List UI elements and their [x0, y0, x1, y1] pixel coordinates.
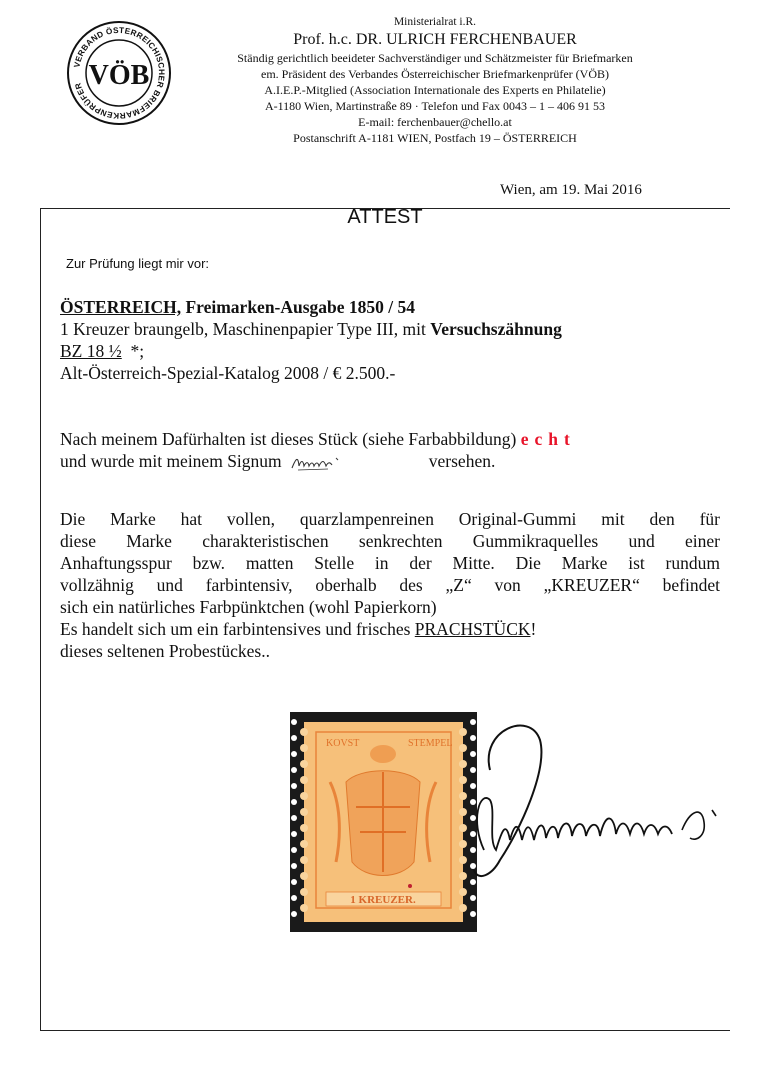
item-country: ÖSTERREICH,	[60, 297, 182, 317]
letterhead-name: Prof. h.c. DR. ULRICH FERCHENBAUER	[293, 31, 577, 48]
description-line: Die Marke hat vollen, quarzlampenreinen Original-Gummi mit den für	[60, 509, 720, 529]
letterhead-line: Ständig gerichtlich beeideter Sachverständiger und Schätzmeister für Briefmarken	[237, 51, 633, 65]
conclusion-emphasis: PRACHSTÜCK	[414, 619, 531, 639]
letterhead	[190, 14, 680, 146]
signum-mark-icon	[286, 452, 356, 474]
item-perforation: BZ 18 ½	[60, 341, 122, 361]
item-catalog: Alt-Österreich-Spezial-Katalog 2008 / € 2.500.-	[60, 363, 396, 383]
letterhead-line: em. Präsident des Verbandes Österreichischer Briefmarkenprüfer (VÖB)	[261, 67, 609, 81]
description-line: Anhaftungsspur bzw. matten Stelle in der Mitte. Die Marke ist rundum	[60, 553, 720, 573]
letterhead-line: A-1180 Wien, Martinstraße 89 · Telefon und Fax 0043 – 1 – 406 91 53	[264, 99, 606, 113]
item-issue: Freimarken-Ausgabe 1850 / 54	[185, 297, 416, 317]
condition-description	[60, 508, 720, 662]
letterhead-line: A.I.E.P.-Mitglied (Association Internationale des Experts en Philatelie)	[264, 83, 606, 97]
intro-text: Zur Prüfung liegt mir vor:	[66, 256, 210, 271]
description-line: vollzähnig und farbintensiv, oberhalb des „Z“ von „KREUZER“ befindet	[60, 575, 720, 595]
opinion-text-2: und wurde mit meinem Signum	[60, 451, 282, 471]
opinion-text-3: versehen.	[428, 451, 496, 471]
conclusion-last-line: dieses seltenen Probestückes..	[60, 641, 270, 661]
letterhead-rank: Ministerialrat i.R.	[393, 16, 477, 28]
item-perforation-tail: *;	[121, 341, 145, 361]
stamp-text-right: STEMPEL	[408, 738, 453, 749]
stamp-denomination: 1 KREUZER.	[350, 894, 416, 906]
letterhead-line: Postanschrift A-1181 WIEN, Postfach 19 – ÖSTERREICH	[293, 131, 577, 145]
item-description	[60, 296, 720, 384]
description-line: sich ein natürliches Farbpünktchen (wohl Papierkorn)	[60, 597, 437, 617]
letterhead-line: E-mail: ferchenbauer@chello.at	[358, 115, 512, 129]
expert-signature	[420, 710, 730, 900]
conclusion-tail: !	[530, 619, 537, 639]
stamp-text-left: KOVST	[326, 738, 360, 749]
document-title: ATTEST	[347, 206, 423, 228]
expert-opinion	[60, 428, 720, 474]
seal-center-text: VÖB	[88, 60, 150, 91]
conclusion-text: Es handelt sich um ein farbintensives und frisches	[60, 619, 415, 639]
description-line: diese Marke charakteristischen senkrechten Gummikraquelles und einer	[60, 531, 720, 551]
opinion-text: Nach meinem Dafürhalten ist dieses Stück (siehe Farbabbildung)	[60, 429, 521, 449]
seal-ring-text: VERBAND ÖSTERREICHISCHER BRIEFMARKENPRÜFER	[72, 25, 167, 121]
genuine-verdict: echt	[520, 429, 576, 449]
item-desc-emphasis: Versuchszähnung	[430, 319, 562, 339]
voeb-seal-logo	[66, 20, 172, 126]
frame-bottom-rule	[40, 1030, 730, 1031]
item-desc: 1 Kreuzer braungelb, Maschinenpapier Type III, mit	[60, 319, 431, 339]
issue-date: Wien, am 19. Mai 2016	[500, 182, 642, 198]
frame-left-rule	[40, 208, 41, 1030]
